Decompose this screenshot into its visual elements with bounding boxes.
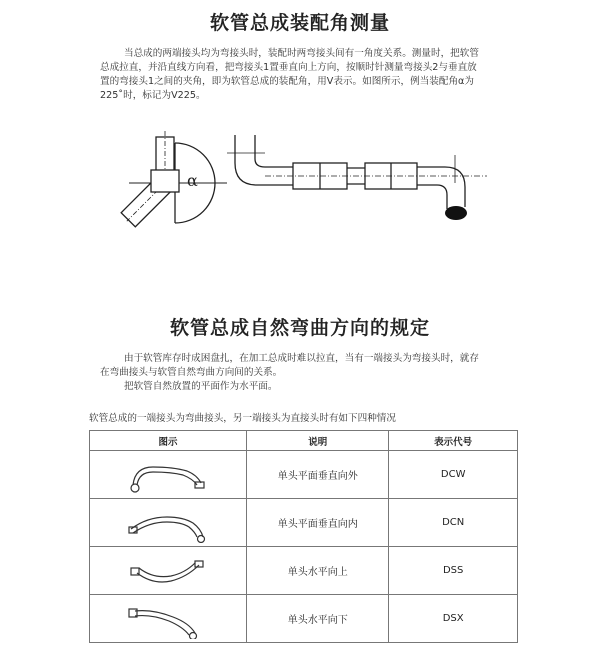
description-cell: 单头水平向下	[247, 595, 389, 643]
section2-paragraph	[124, 352, 524, 366]
section1-line: 225˚时，标记为V225。	[100, 90, 206, 101]
section1-line: 置的弯接头1之间的夹角，即为软管总成的装配角，用V表示。如图所示，例当装配角α为	[100, 76, 474, 87]
description-cell: 单头水平向上	[247, 547, 389, 595]
section2-line: 由于软管库存时成困盘扎，在加工总成时难以拉直，当有一端接头为弯接头时，就存	[124, 353, 479, 364]
table-row	[90, 499, 518, 547]
description-cell: 单头平面垂直向外	[247, 451, 389, 499]
section1-paragraph-cont	[100, 61, 520, 103]
alpha-label: α	[187, 171, 198, 190]
section2-paragraph-cont	[100, 366, 520, 380]
table-row	[90, 595, 518, 643]
code-cell: DCW	[389, 451, 518, 499]
figure-cell	[90, 547, 247, 595]
description-cell: 单头平面垂直向内	[247, 499, 389, 547]
header-code: 表示代号	[389, 431, 518, 451]
hose-dss-figure	[123, 551, 213, 591]
table-caption: 软管总成的一端接头为弯曲接头，另一端接头为直接头时有如下四种情况	[89, 413, 396, 424]
header-figure: 图示	[90, 431, 247, 451]
hose-dcn-figure	[123, 503, 213, 543]
table-row	[90, 547, 518, 595]
code-cell: DSX	[389, 595, 518, 643]
table-header-row	[90, 431, 518, 451]
section2-title: 软管总成自然弯曲方向的规定	[169, 317, 430, 339]
figure-cell	[90, 595, 247, 643]
section1-line: 当总成的两端接头均为弯接头时，装配时两弯接头间有一角度关系。测量时，把软管	[124, 48, 479, 59]
section1-title: 软管总成装配角测量	[209, 12, 390, 34]
code-cell: DSS	[389, 547, 518, 595]
section1-paragraph	[124, 47, 524, 61]
table-row	[90, 451, 518, 499]
code-cell: DCN	[389, 499, 518, 547]
figure-cell	[90, 499, 247, 547]
bend-direction-table	[89, 430, 518, 643]
hose-dsx-figure	[123, 599, 213, 639]
assembly-angle-figure	[115, 125, 495, 240]
section2-line: 把软管自然放置的平面作为水平面。	[124, 381, 278, 392]
header-description: 说明	[247, 431, 389, 451]
section2-paragraph-last	[124, 380, 524, 394]
figure-cell	[90, 451, 247, 499]
section2-line: 在弯曲接头与软管自然弯曲方向间的关系。	[100, 367, 283, 378]
hose-dcw-figure	[123, 455, 213, 495]
section1-line: 总成拉直，并沿直线方向看，把弯接头1置垂直向上方向，按顺时针测量弯接头2与垂直放	[100, 62, 477, 73]
elbow-opening	[445, 206, 467, 220]
